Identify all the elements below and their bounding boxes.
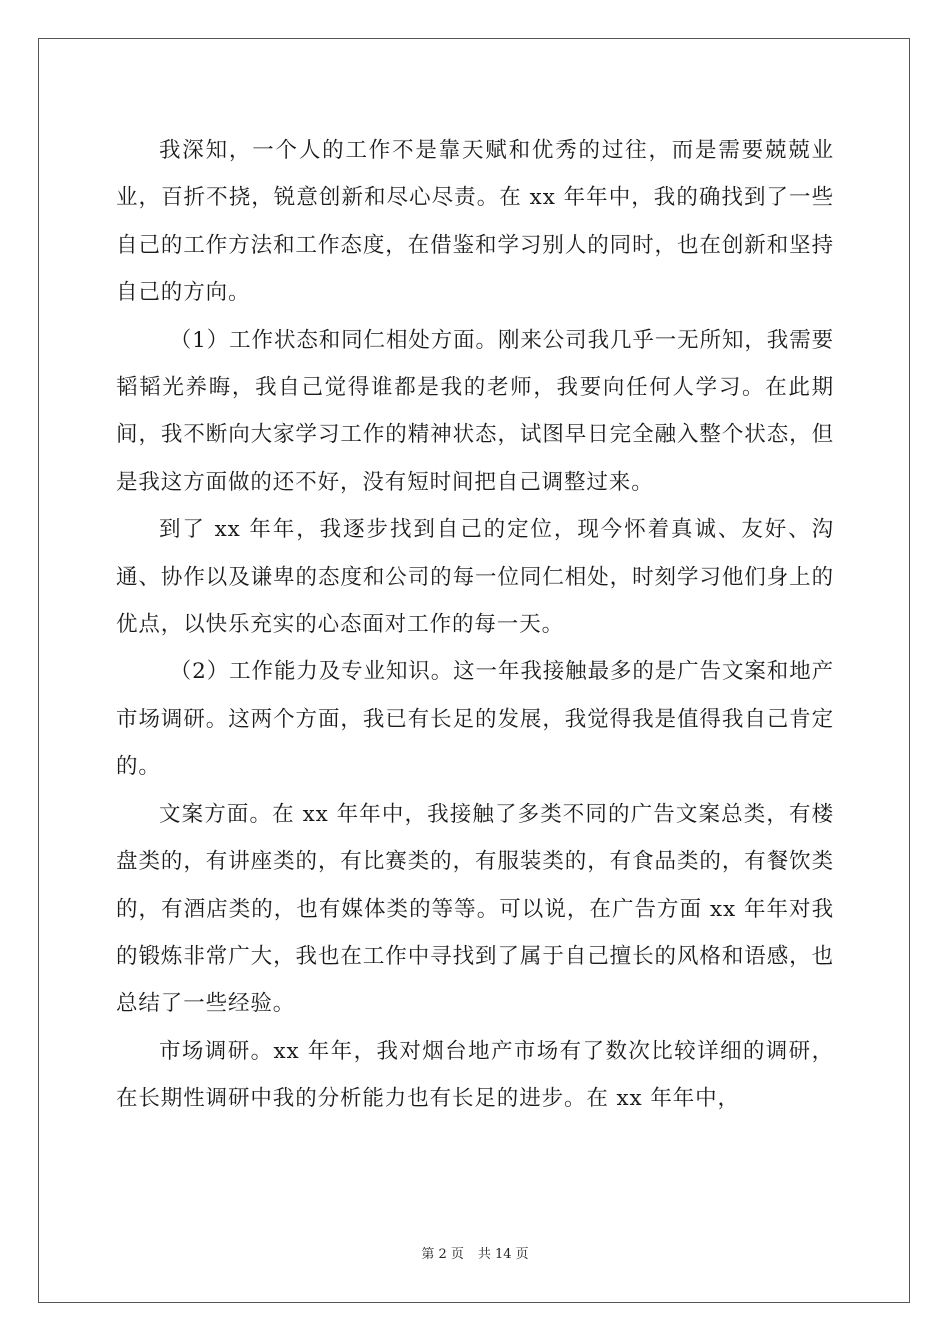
document-body — [116, 127, 834, 1123]
paragraph: （2）工作能力及专业知识。这一年我接触最多的是广告文案和地产市场调研。这两个方面，我已有长足的发展，我觉得我是值得我自己肯定的。 — [116, 659, 834, 780]
page-total: 共 14 页 — [477, 1247, 529, 1262]
paragraph: 到了 xx 年年，我逐步找到自己的定位，现今怀着真诚、友好、沟通、协作以及谦卑的态度和公司的每一位同仁相处，时刻学习他们身上的优点，以快乐充实的心态面对工作的每一天。 — [116, 517, 834, 638]
paragraph: 市场调研。xx 年年，我对烟台地产市场有了数次比较详细的调研，在长期性调研中我的分析能力也有长足的进步。在 xx 年年中， — [116, 1038, 834, 1112]
paragraph: 文案方面。在 xx 年年中，我接触了多类不同的广告文案总类，有楼盘类的，有讲座类的，有比赛类的，有服装类的，有食品类的，有餐饮类的，有酒店类的，也有媒体类的等等。可以说，在广告方面 xx 年年对我的锻炼非常广大，我也在工作中寻找到了属于自己擅长的风格和语感，也总结了一些经验。 — [116, 801, 834, 1017]
paragraph: 我深知，一个人的工作不是靠天赋和优秀的过往，而是需要兢兢业业，百折不挠，锐意创新和尽心尽责。在 xx 年年中，我的确找到了一些自己的工作方法和工作态度，在借鉴和学习别人的同时，也在创新和坚持自己的方向。 — [116, 138, 834, 306]
page-footer — [0, 1246, 950, 1264]
paragraph: （1）工作状态和同仁相处方面。刚来公司我几乎一无所知，我需要韬韬光养晦，我自己觉得谁都是我的老师，我要向任何人学习。在此期间，我不断向大家学习工作的精神状态，试图早日完全融入整个状态，但是我这方面做的还不好，没有短时间把自己调整过来。 — [116, 327, 834, 495]
page-number: 第 2 页 — [421, 1247, 464, 1262]
